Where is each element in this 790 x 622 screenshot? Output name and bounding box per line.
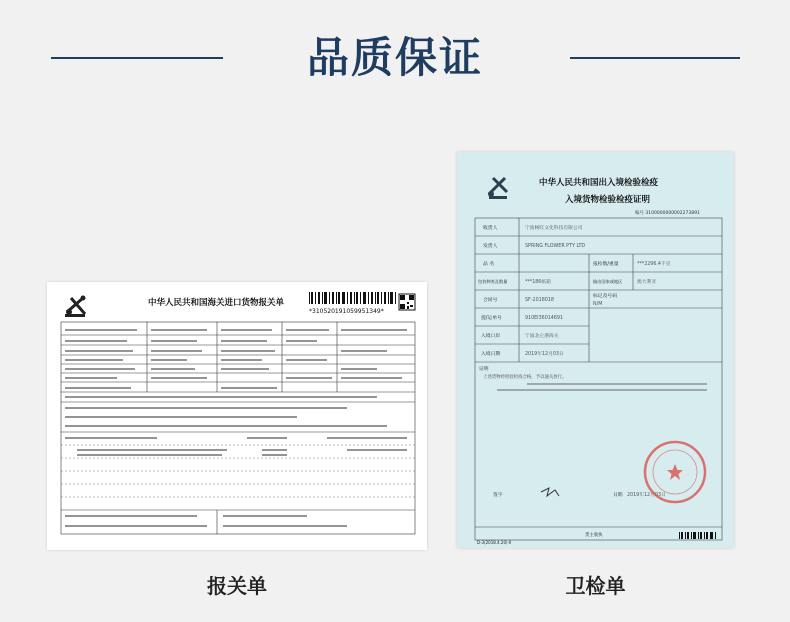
customs-dashed-rows [61, 445, 415, 497]
cert-number: 编号 3100000000002273891 [635, 211, 700, 216]
row-value-marks: N/M [593, 302, 603, 307]
row-label-product: 品 名 [483, 262, 495, 267]
customs-declaration-drawing [47, 282, 427, 550]
qr-code [399, 294, 415, 310]
row-value-port: 宁波北仑港海关 [525, 334, 559, 339]
row-value-consignor: SPRING FLOWER PTY LTD [525, 244, 586, 249]
row-value-date: 2019年12月03日 [525, 352, 564, 357]
row-value-bill: 910EI36014691 [525, 316, 564, 321]
page-title: 品质保证 [306, 33, 483, 82]
row-value-consignee: 宁波畅旺文化科技有限公司 [525, 226, 583, 231]
row-label-consignee: 收货人 [483, 226, 498, 231]
quarantine-certificate-image [457, 152, 734, 548]
quarantine-certificate-drawing [457, 152, 734, 548]
official-stamp [645, 442, 705, 502]
customs-emblem-icon [65, 296, 86, 318]
quarantine-heading-2: 入境货物检验检疫证明 [565, 195, 651, 205]
row-label-origin: 输出国家或地区 [593, 279, 623, 284]
quarantine-heading-1: 中华人民共和国出入境检验检疫 [539, 178, 659, 188]
row-label-contract: 合同号 [483, 298, 498, 303]
row-value-origin: 澳大利亚 [637, 280, 657, 285]
row-label-port: 入境口岸 [481, 334, 501, 339]
row-label-bill: 提/运单号 [481, 316, 502, 321]
signature-label: 签字 [493, 493, 503, 498]
customs-form-grid [61, 322, 415, 534]
customs-heading: 中华人民共和国海关进口货物报关单 [148, 298, 285, 308]
footer-right: 货主收执 [585, 533, 603, 538]
cert-barcode [679, 532, 716, 539]
row-value-contract: SF-2018018 [525, 298, 554, 303]
row-label-marks: 标记及号码 [593, 294, 617, 299]
row-value-quantity: ***2296.4千克 [637, 262, 671, 267]
barcode [309, 292, 396, 304]
date-value: 2019年12月03日 [627, 493, 666, 498]
quarantine-emblem-icon [488, 178, 507, 199]
barcode-number: *310520191059951349* [309, 308, 384, 315]
row-label-quantity: 报检数/重量 [593, 262, 619, 267]
quarantine-caption: 卫检单 [565, 574, 626, 598]
signature-mark [541, 488, 559, 496]
customs-small-print [65, 330, 407, 526]
date-label: 日期 [613, 493, 623, 498]
row-value-package: ***186纸箱 [525, 280, 551, 285]
row-label-date: 入境日期 [481, 352, 501, 357]
remark-text: 上述货物经检验检疫合格，予以通关放行。 [483, 375, 567, 380]
customs-declaration-image [47, 282, 427, 550]
customs-caption: 报关单 [207, 574, 267, 598]
row-label-consignor: 发货人 [483, 244, 498, 249]
footer-left: D-3(2018.4.20)·Ⅱ [477, 540, 511, 545]
remark-label: 证明 [479, 367, 489, 372]
row-label-package: 包装种类及数量 [478, 279, 508, 284]
remark-small-print [497, 384, 707, 390]
